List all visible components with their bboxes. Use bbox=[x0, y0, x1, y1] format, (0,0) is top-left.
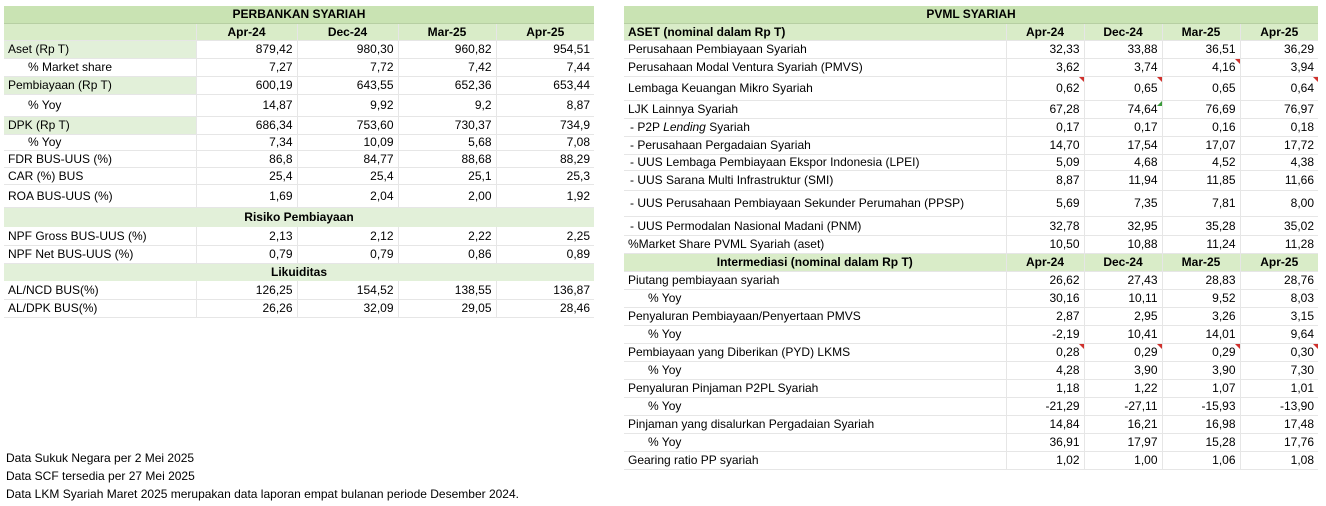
cell-value: 9,64 bbox=[1240, 325, 1318, 343]
perbankan-syariah-table bbox=[4, 6, 594, 318]
cell-value: 0,28 bbox=[1006, 343, 1084, 361]
cell-value: 11,24 bbox=[1162, 235, 1240, 253]
table-row bbox=[624, 58, 1318, 76]
row-label: Perusahaan Modal Ventura Syariah (PMVS) bbox=[624, 58, 1006, 76]
col-header: Apr-25 bbox=[1240, 253, 1318, 271]
row-label: NPF Gross BUS-UUS (%) bbox=[4, 227, 196, 245]
cell-value: 7,30 bbox=[1240, 361, 1318, 379]
cell-value: -21,29 bbox=[1006, 397, 1084, 415]
cell-value: 5,68 bbox=[398, 134, 496, 150]
cell-value: 9,92 bbox=[297, 94, 398, 116]
cell-value: 9,2 bbox=[398, 94, 496, 116]
cell-value: 15,28 bbox=[1162, 433, 1240, 451]
cell-value: 35,28 bbox=[1162, 216, 1240, 235]
cell-value: 88,29 bbox=[496, 150, 594, 167]
col-header: Apr-25 bbox=[1240, 23, 1318, 40]
table-row bbox=[624, 361, 1318, 379]
cell-value: 7,27 bbox=[196, 58, 297, 76]
cell-value: 1,22 bbox=[1084, 379, 1162, 397]
row-label: DPK (Rp T) bbox=[4, 116, 196, 134]
cell-value: 3,15 bbox=[1240, 307, 1318, 325]
table-row bbox=[624, 415, 1318, 433]
cell-value: 1,08 bbox=[1240, 451, 1318, 469]
cell-value: 0,29 bbox=[1162, 343, 1240, 361]
cell-value: 28,83 bbox=[1162, 271, 1240, 289]
cell-value: 30,16 bbox=[1006, 289, 1084, 307]
cell-value: 0,86 bbox=[398, 245, 496, 263]
row-label: Pembiayaan yang Diberikan (PYD) LKMS bbox=[624, 343, 1006, 361]
cell-value: 2,13 bbox=[196, 227, 297, 245]
cell-value: 138,55 bbox=[398, 281, 496, 299]
cell-value: 0,30 bbox=[1240, 343, 1318, 361]
header-label bbox=[4, 23, 196, 40]
col-header: Apr-24 bbox=[1006, 23, 1084, 40]
row-label: Penyaluran Pinjaman P2PL Syariah bbox=[624, 379, 1006, 397]
table-row bbox=[4, 76, 594, 94]
col-header: Apr-24 bbox=[196, 23, 297, 40]
col-header: Mar-25 bbox=[1162, 253, 1240, 271]
cell-value: 879,42 bbox=[196, 40, 297, 58]
cell-value: 11,85 bbox=[1162, 170, 1240, 190]
cell-value: 32,95 bbox=[1084, 216, 1162, 235]
cell-value: 10,41 bbox=[1084, 325, 1162, 343]
cell-value: 5,69 bbox=[1006, 190, 1084, 216]
cell-value: 0,64 bbox=[1240, 76, 1318, 100]
cell-value: 7,72 bbox=[297, 58, 398, 76]
cell-value: 7,42 bbox=[398, 58, 496, 76]
row-label: % Yoy bbox=[624, 433, 1006, 451]
cell-value: 10,09 bbox=[297, 134, 398, 150]
cell-value: 36,51 bbox=[1162, 40, 1240, 58]
cell-value: 643,55 bbox=[297, 76, 398, 94]
cell-value: 2,12 bbox=[297, 227, 398, 245]
cell-value: 11,28 bbox=[1240, 235, 1318, 253]
cell-value: 33,88 bbox=[1084, 40, 1162, 58]
cell-value: 2,04 bbox=[297, 184, 398, 207]
cell-value: 1,02 bbox=[1006, 451, 1084, 469]
table-row bbox=[4, 184, 594, 207]
cell-value: 17,54 bbox=[1084, 136, 1162, 154]
cell-value: 9,52 bbox=[1162, 289, 1240, 307]
cell-value: -2,19 bbox=[1006, 325, 1084, 343]
cell-value: 136,87 bbox=[496, 281, 594, 299]
table-row bbox=[624, 40, 1318, 58]
table-row bbox=[624, 271, 1318, 289]
label-suffix: Syariah bbox=[705, 120, 750, 134]
pvml-syariah-panel bbox=[624, 6, 1318, 470]
table-row bbox=[624, 136, 1318, 154]
cell-value: 686,34 bbox=[196, 116, 297, 134]
cell-value: 11,94 bbox=[1084, 170, 1162, 190]
row-label: - UUS Lembaga Pembiayaan Ekspor Indonesia (LPEI) bbox=[624, 154, 1006, 170]
cell-value: 1,69 bbox=[196, 184, 297, 207]
cell-value: 0,79 bbox=[297, 245, 398, 263]
section-title-risiko: Risiko Pembiayaan bbox=[4, 207, 594, 227]
table-row bbox=[4, 134, 594, 150]
cell-value: 0,16 bbox=[1162, 118, 1240, 136]
cell-value: 1,92 bbox=[496, 184, 594, 207]
cell-value: 730,37 bbox=[398, 116, 496, 134]
row-label: % Yoy bbox=[624, 361, 1006, 379]
cell-value: 3,90 bbox=[1084, 361, 1162, 379]
cell-value: 3,62 bbox=[1006, 58, 1084, 76]
cell-value: 2,95 bbox=[1084, 307, 1162, 325]
col-header: Mar-25 bbox=[1162, 23, 1240, 40]
row-label: % Market share bbox=[4, 58, 196, 76]
row-label: % Yoy bbox=[4, 94, 196, 116]
cell-value: 980,30 bbox=[297, 40, 398, 58]
cell-value: 88,68 bbox=[398, 150, 496, 167]
cell-value: 0,65 bbox=[1162, 76, 1240, 100]
col-header: Dec-24 bbox=[1084, 23, 1162, 40]
intermediasi-header: Intermediasi (nominal dalam Rp T) bbox=[624, 253, 1006, 271]
table-row bbox=[4, 40, 594, 58]
footnote: Data Sukuk Negara per 2 Mei 2025 bbox=[6, 451, 195, 465]
cell-value: 14,01 bbox=[1162, 325, 1240, 343]
table-row bbox=[4, 299, 594, 317]
cell-value: 25,4 bbox=[196, 167, 297, 184]
cell-value: 3,26 bbox=[1162, 307, 1240, 325]
cell-value: 0,65 bbox=[1084, 76, 1162, 100]
cell-value: 11,66 bbox=[1240, 170, 1318, 190]
cell-value: 32,78 bbox=[1006, 216, 1084, 235]
cell-value: 84,77 bbox=[297, 150, 398, 167]
cell-value: 4,28 bbox=[1006, 361, 1084, 379]
cell-value: 17,97 bbox=[1084, 433, 1162, 451]
cell-value: 17,07 bbox=[1162, 136, 1240, 154]
table-title: PVML SYARIAH bbox=[624, 6, 1318, 23]
table-title: PERBANKAN SYARIAH bbox=[4, 6, 594, 23]
cell-value: 653,44 bbox=[496, 76, 594, 94]
cell-value: 1,07 bbox=[1162, 379, 1240, 397]
table-row bbox=[4, 227, 594, 245]
cell-value: 32,33 bbox=[1006, 40, 1084, 58]
cell-value: 76,97 bbox=[1240, 100, 1318, 118]
cell-value: 17,72 bbox=[1240, 136, 1318, 154]
cell-value: 954,51 bbox=[496, 40, 594, 58]
cell-value: 67,28 bbox=[1006, 100, 1084, 118]
cell-value: 14,84 bbox=[1006, 415, 1084, 433]
row-label: Pinjaman yang disalurkan Pergadaian Syariah bbox=[624, 415, 1006, 433]
cell-value: 0,17 bbox=[1084, 118, 1162, 136]
col-header: Apr-24 bbox=[1006, 253, 1084, 271]
cell-value: -15,93 bbox=[1162, 397, 1240, 415]
cell-value: 3,94 bbox=[1240, 58, 1318, 76]
table-row bbox=[624, 170, 1318, 190]
cell-value: 4,38 bbox=[1240, 154, 1318, 170]
row-label: % Yoy bbox=[624, 397, 1006, 415]
cell-value: 0,29 bbox=[1084, 343, 1162, 361]
cell-value: 2,87 bbox=[1006, 307, 1084, 325]
cell-value: 36,91 bbox=[1006, 433, 1084, 451]
col-header: Mar-25 bbox=[398, 23, 496, 40]
row-label: Lembaga Keuangan Mikro Syariah bbox=[624, 76, 1006, 100]
row-label: ROA BUS-UUS (%) bbox=[4, 184, 196, 207]
cell-value: -27,11 bbox=[1084, 397, 1162, 415]
cell-value: 16,98 bbox=[1162, 415, 1240, 433]
cell-value: 10,11 bbox=[1084, 289, 1162, 307]
cell-value: 29,05 bbox=[398, 299, 496, 317]
table-row bbox=[624, 451, 1318, 469]
row-label: %Market Share PVML Syariah (aset) bbox=[624, 235, 1006, 253]
cell-value: 25,1 bbox=[398, 167, 496, 184]
table-row bbox=[624, 235, 1318, 253]
cell-value: 28,76 bbox=[1240, 271, 1318, 289]
cell-value: 2,22 bbox=[398, 227, 496, 245]
table-row bbox=[624, 307, 1318, 325]
table-row bbox=[624, 118, 1318, 136]
row-label: Aset (Rp T) bbox=[4, 40, 196, 58]
table-row bbox=[4, 167, 594, 184]
cell-value: 35,02 bbox=[1240, 216, 1318, 235]
cell-value: 734,9 bbox=[496, 116, 594, 134]
cell-value: 7,34 bbox=[196, 134, 297, 150]
cell-value: 28,46 bbox=[496, 299, 594, 317]
cell-value: 3,74 bbox=[1084, 58, 1162, 76]
cell-value: 0,18 bbox=[1240, 118, 1318, 136]
cell-value: 7,44 bbox=[496, 58, 594, 76]
cell-value: 8,00 bbox=[1240, 190, 1318, 216]
col-header: Apr-25 bbox=[496, 23, 594, 40]
section-title-likuiditas: Likuiditas bbox=[4, 263, 594, 281]
cell-value: 1,01 bbox=[1240, 379, 1318, 397]
row-label: % Yoy bbox=[4, 134, 196, 150]
table-row bbox=[624, 154, 1318, 170]
cell-value: 1,06 bbox=[1162, 451, 1240, 469]
row-label: - UUS Permodalan Nasional Madani (PNM) bbox=[624, 216, 1006, 235]
cell-value: 36,29 bbox=[1240, 40, 1318, 58]
cell-value: 0,89 bbox=[496, 245, 594, 263]
row-label: Penyaluran Pembiayaan/Penyertaan PMVS bbox=[624, 307, 1006, 325]
cell-value: 32,09 bbox=[297, 299, 398, 317]
cell-value: 86,8 bbox=[196, 150, 297, 167]
footnote: Data LKM Syariah Maret 2025 merupakan data laporan empat bulanan periode Desember 2024. bbox=[6, 487, 519, 501]
table-row bbox=[624, 190, 1318, 216]
row-label: Gearing ratio PP syariah bbox=[624, 451, 1006, 469]
row-label: NPF Net BUS-UUS (%) bbox=[4, 245, 196, 263]
cell-value: 7,35 bbox=[1084, 190, 1162, 216]
table-row bbox=[624, 325, 1318, 343]
cell-value: 8,87 bbox=[1006, 170, 1084, 190]
cell-value: 0,17 bbox=[1006, 118, 1084, 136]
cell-value: 25,4 bbox=[297, 167, 398, 184]
table-row bbox=[624, 433, 1318, 451]
row-label: Perusahaan Pembiayaan Syariah bbox=[624, 40, 1006, 58]
cell-value: 600,19 bbox=[196, 76, 297, 94]
table-row bbox=[4, 94, 594, 116]
cell-value: 154,52 bbox=[297, 281, 398, 299]
cell-value: 16,21 bbox=[1084, 415, 1162, 433]
table-row bbox=[4, 281, 594, 299]
perbankan-syariah-panel bbox=[4, 6, 594, 318]
table-row bbox=[624, 289, 1318, 307]
cell-value: 8,03 bbox=[1240, 289, 1318, 307]
cell-value: 4,68 bbox=[1084, 154, 1162, 170]
cell-value: 652,36 bbox=[398, 76, 496, 94]
row-label: % Yoy bbox=[624, 289, 1006, 307]
cell-value: 7,08 bbox=[496, 134, 594, 150]
row-label: Pembiayaan (Rp T) bbox=[4, 76, 196, 94]
cell-value: 0,62 bbox=[1006, 76, 1084, 100]
row-label: AL/NCD BUS(%) bbox=[4, 281, 196, 299]
footnote: Data SCF tersedia per 27 Mei 2025 bbox=[6, 469, 195, 483]
label-emphasis: Lending bbox=[663, 120, 706, 134]
table-row bbox=[624, 100, 1318, 118]
row-label: FDR BUS-UUS (%) bbox=[4, 150, 196, 167]
table-row bbox=[4, 58, 594, 76]
table-row bbox=[624, 397, 1318, 415]
row-label: AL/DPK BUS(%) bbox=[4, 299, 196, 317]
row-label: LJK Lainnya Syariah bbox=[624, 100, 1006, 118]
cell-value: 25,3 bbox=[496, 167, 594, 184]
cell-value: 4,52 bbox=[1162, 154, 1240, 170]
cell-value: 5,09 bbox=[1006, 154, 1084, 170]
cell-value: 10,88 bbox=[1084, 235, 1162, 253]
table-row bbox=[4, 150, 594, 167]
row-label: - UUS Sarana Multi Infrastruktur (SMI) bbox=[624, 170, 1006, 190]
cell-value: 17,48 bbox=[1240, 415, 1318, 433]
col-header: Dec-24 bbox=[297, 23, 398, 40]
cell-value: 74,64 bbox=[1084, 100, 1162, 118]
cell-value: 76,69 bbox=[1162, 100, 1240, 118]
cell-value: -13,90 bbox=[1240, 397, 1318, 415]
row-label: - UUS Perusahaan Pembiayaan Sekunder Perumahan (PPSP) bbox=[624, 190, 1006, 216]
cell-value: 10,50 bbox=[1006, 235, 1084, 253]
cell-value: 17,76 bbox=[1240, 433, 1318, 451]
row-label bbox=[624, 118, 1006, 136]
col-header: Dec-24 bbox=[1084, 253, 1162, 271]
table-row bbox=[624, 379, 1318, 397]
table-row bbox=[4, 245, 594, 263]
pvml-syariah-table bbox=[624, 6, 1318, 470]
cell-value: 26,26 bbox=[196, 299, 297, 317]
row-label: CAR (%) BUS bbox=[4, 167, 196, 184]
cell-value: 3,90 bbox=[1162, 361, 1240, 379]
cell-value: 126,25 bbox=[196, 281, 297, 299]
cell-value: 14,70 bbox=[1006, 136, 1084, 154]
cell-value: 7,81 bbox=[1162, 190, 1240, 216]
row-label: % Yoy bbox=[624, 325, 1006, 343]
cell-value: 753,60 bbox=[297, 116, 398, 134]
cell-value: 14,87 bbox=[196, 94, 297, 116]
cell-value: 8,87 bbox=[496, 94, 594, 116]
asset-header: ASET (nominal dalam Rp T) bbox=[624, 23, 1006, 40]
row-label: Piutang pembiayaan syariah bbox=[624, 271, 1006, 289]
label-prefix: - P2P bbox=[630, 120, 664, 134]
cell-value: 4,16 bbox=[1162, 58, 1240, 76]
cell-value: 2,00 bbox=[398, 184, 496, 207]
cell-value: 0,79 bbox=[196, 245, 297, 263]
cell-value: 1,18 bbox=[1006, 379, 1084, 397]
cell-value: 1,00 bbox=[1084, 451, 1162, 469]
table-row bbox=[624, 343, 1318, 361]
cell-value: 26,62 bbox=[1006, 271, 1084, 289]
table-row bbox=[4, 116, 594, 134]
row-label: - Perusahaan Pergadaian Syariah bbox=[624, 136, 1006, 154]
cell-value: 960,82 bbox=[398, 40, 496, 58]
cell-value: 2,25 bbox=[496, 227, 594, 245]
table-row bbox=[624, 216, 1318, 235]
table-row bbox=[624, 76, 1318, 100]
cell-value: 27,43 bbox=[1084, 271, 1162, 289]
